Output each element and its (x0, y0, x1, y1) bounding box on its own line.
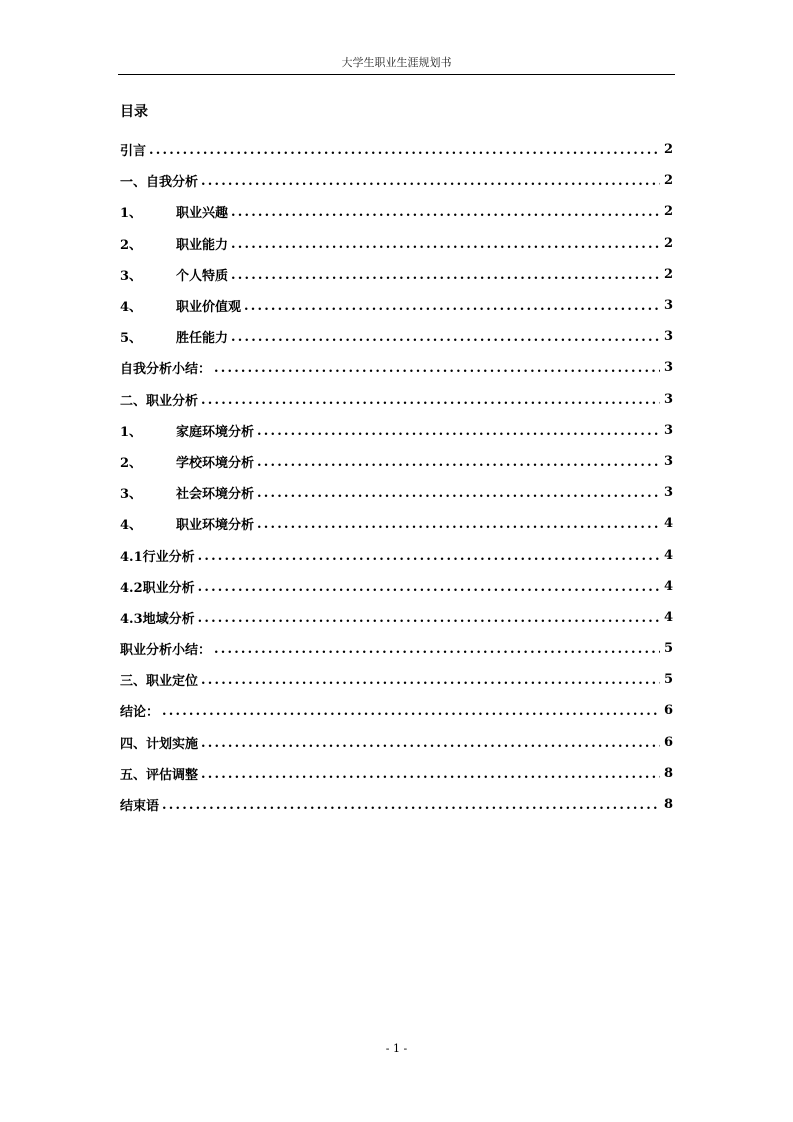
toc-leader-dots (149, 142, 660, 157)
toc-leader-dots (198, 548, 660, 563)
toc-entry-industry-analysis[interactable] (120, 539, 673, 570)
toc-entry-conclusion[interactable] (120, 695, 673, 726)
toc-leader-dots (201, 173, 660, 188)
toc-entry-page: 3 (663, 298, 673, 314)
toc-entry-text: 职业环境分析 (176, 518, 255, 534)
toc-leader-dots (231, 204, 660, 219)
toc-leader-dots (162, 703, 660, 718)
toc-entry-text: 胜任能力 (176, 331, 229, 347)
toc-leader-dots (198, 610, 660, 625)
toc-leader-dots (231, 267, 660, 282)
toc-leader-dots (198, 579, 660, 594)
toc-entry-page: 3 (663, 422, 673, 438)
toc-entry-page: 6 (663, 734, 673, 750)
toc-entry-page: 8 (663, 765, 673, 781)
toc-entry-text: 4.1行业分析 (120, 549, 195, 565)
toc-entry-number: 5、 (120, 331, 143, 347)
toc-entry-text: 结束语 (120, 799, 160, 815)
toc-entry-self-analysis-summary[interactable] (120, 352, 673, 383)
toc-entry-closing-remarks[interactable] (120, 789, 673, 820)
header-title: 大学生职业生涯规划书 (341, 56, 452, 69)
toc-entry-page: 4 (663, 516, 673, 532)
toc-heading: 目录 (120, 104, 148, 120)
toc-entry-number: 2、 (120, 237, 143, 253)
toc-entry-career-analysis[interactable] (120, 384, 673, 415)
toc-entry-text: 家庭环境分析 (176, 424, 255, 440)
toc-entry-career-analysis-summary[interactable] (120, 633, 673, 664)
toc-entry-page: 5 (663, 641, 673, 657)
toc-entry-number: 3、 (120, 268, 143, 284)
toc-entry-self-analysis[interactable] (120, 165, 673, 196)
toc-entry-page: 8 (663, 797, 673, 813)
toc-entry-page: 3 (663, 360, 673, 376)
toc-entry-page: 2 (663, 266, 673, 282)
toc-leader-dots (244, 298, 660, 313)
toc-entry-text: 自我分析小结： (120, 362, 212, 378)
toc-entry-page: 2 (663, 204, 673, 220)
toc-entry-text: 学校环境分析 (176, 455, 255, 471)
toc-leader-dots (201, 766, 660, 781)
toc-entry-introduction[interactable] (120, 134, 673, 165)
toc-entry-page: 4 (663, 578, 673, 594)
toc-entry-social-environment[interactable] (120, 477, 673, 508)
page-header (118, 55, 675, 75)
toc-entry-text: 结论： (120, 705, 160, 721)
toc-entry-page: 5 (663, 672, 673, 688)
toc-entry-number: 1、 (120, 206, 143, 222)
toc-leader-dots (201, 392, 660, 407)
toc-entry-text: 一、自我分析 (120, 175, 199, 191)
toc-entry-text: 4.2职业分析 (120, 580, 195, 596)
toc-entry-page: 4 (663, 609, 673, 625)
toc-leader-dots (257, 485, 660, 500)
toc-entry-personal-traits[interactable] (120, 259, 673, 290)
toc-entry-text: 职业价值观 (176, 300, 242, 316)
toc-entry-page: 2 (663, 173, 673, 189)
page-footer (0, 1042, 793, 1056)
toc-entry-page: 3 (663, 391, 673, 407)
toc-entry-text: 五、评估调整 (120, 767, 199, 783)
toc-entry-text: 个人特质 (176, 268, 229, 284)
toc-entry-number: 1、 (120, 424, 143, 440)
toc-entry-text: 职业能力 (176, 237, 229, 253)
toc-entry-plan-implementation[interactable] (120, 727, 673, 758)
toc-entry-school-environment[interactable] (120, 446, 673, 477)
toc-entry-text: 职业兴趣 (176, 206, 229, 222)
toc-leader-dots (201, 672, 660, 687)
toc-leader-dots (257, 454, 660, 469)
toc-entry-career-environment[interactable] (120, 508, 673, 539)
toc-entry-page: 2 (663, 142, 673, 158)
table-of-contents (120, 134, 673, 820)
toc-entry-number: 2、 (120, 455, 143, 471)
toc-entry-page: 6 (663, 703, 673, 719)
page-number: - 1 - (385, 1042, 408, 1055)
toc-entry-page: 4 (663, 547, 673, 563)
toc-entry-career-values[interactable] (120, 290, 673, 321)
toc-entry-page: 3 (663, 485, 673, 501)
toc-entry-number: 4、 (120, 300, 143, 316)
toc-leader-dots (231, 329, 660, 344)
toc-leader-dots (214, 360, 660, 375)
toc-leader-dots (201, 735, 660, 750)
toc-entry-occupation-analysis[interactable] (120, 571, 673, 602)
toc-entry-text: 社会环境分析 (176, 487, 255, 503)
toc-entry-family-environment[interactable] (120, 415, 673, 446)
toc-entry-text: 4.3地域分析 (120, 611, 195, 627)
toc-entry-evaluation-adjustment[interactable] (120, 758, 673, 789)
toc-leader-dots (257, 423, 660, 438)
toc-entry-page: 2 (663, 235, 673, 251)
toc-leader-dots (257, 516, 660, 531)
toc-entry-page: 3 (663, 329, 673, 345)
toc-entry-competency[interactable] (120, 321, 673, 352)
toc-entry-career-positioning[interactable] (120, 664, 673, 695)
toc-entry-career-ability[interactable] (120, 228, 673, 259)
toc-entry-text: 四、计划实施 (120, 736, 199, 752)
toc-leader-dots (214, 641, 660, 656)
toc-entry-page: 3 (663, 453, 673, 469)
toc-entry-text: 三、职业定位 (120, 674, 199, 690)
toc-entry-text: 职业分析小结： (120, 643, 212, 659)
toc-entry-number: 4、 (120, 518, 143, 534)
toc-entry-text: 二、职业分析 (120, 393, 199, 409)
toc-entry-career-interest[interactable] (120, 196, 673, 227)
toc-leader-dots (162, 797, 660, 812)
toc-entry-text: 引言 (120, 144, 147, 160)
toc-leader-dots (231, 236, 660, 251)
toc-entry-number: 3、 (120, 487, 143, 503)
toc-entry-regional-analysis[interactable] (120, 602, 673, 633)
